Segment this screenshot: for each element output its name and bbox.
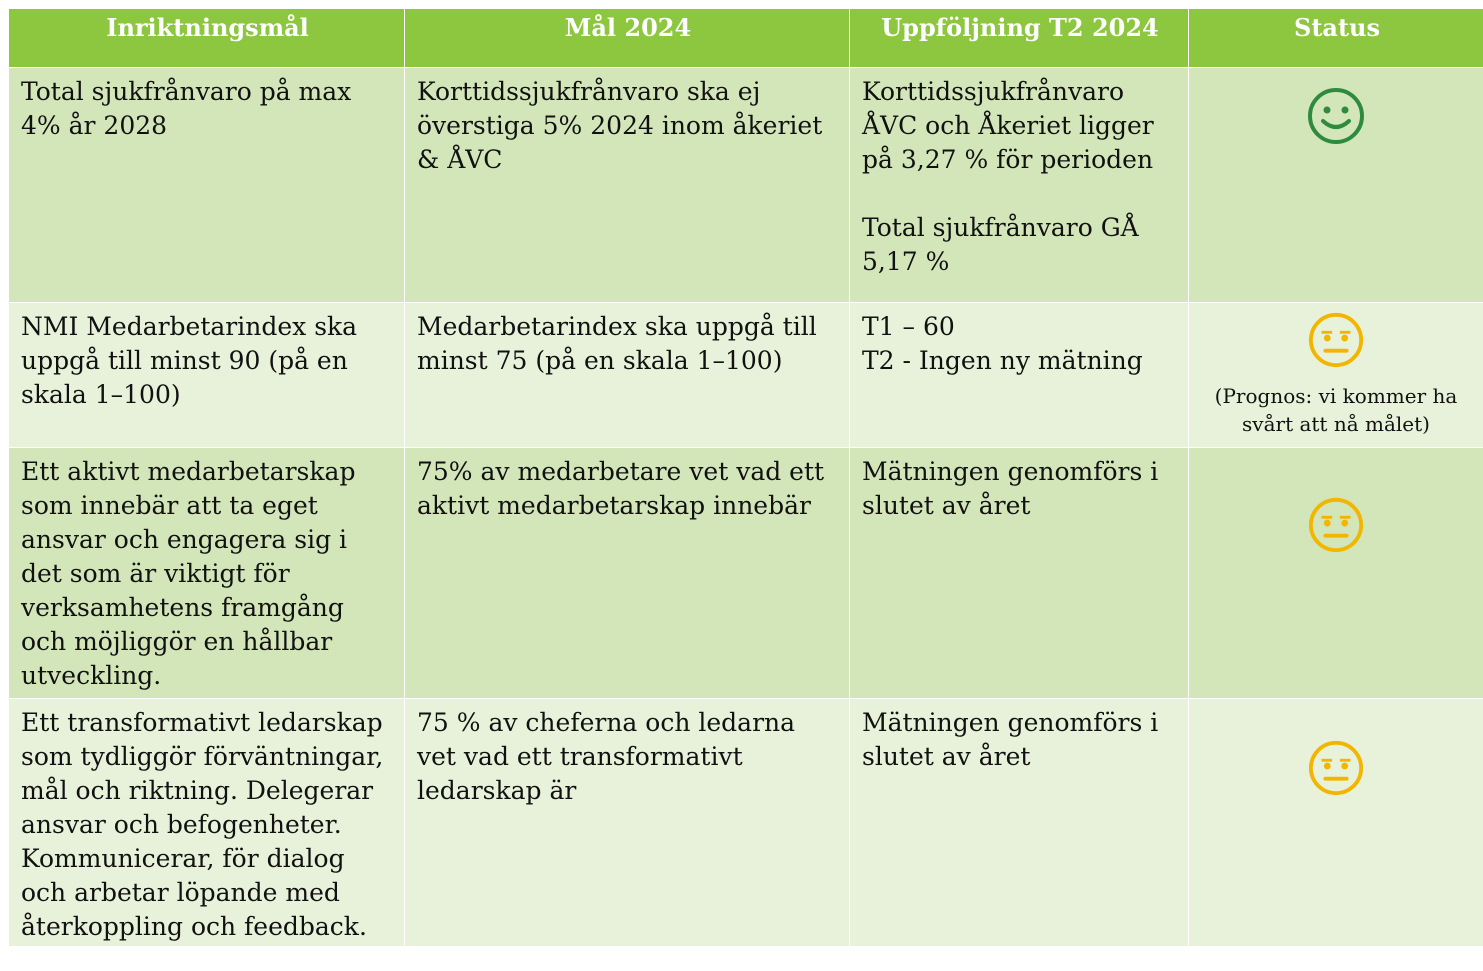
followup-cell (850, 699, 1189, 947)
followup-line: Mätningen genomförs i slutet av året (862, 708, 1159, 771)
followup-line: T2 - Ingen ny mätning (862, 346, 1143, 375)
followup-cell (850, 68, 1189, 303)
followup-line: Mätningen genomförs i slutet av året (862, 457, 1159, 520)
header-goal: Inriktningsmål (9, 9, 405, 68)
status-cell (1189, 448, 1483, 699)
goal-cell: NMI Medarbetarindex ska uppgå till minst 90 (på en skala 1–100) (9, 303, 405, 448)
neutral-face-icon (1307, 739, 1365, 797)
goal-cell: Total sjukfrånvaro på max 4% år 2028 (9, 68, 405, 303)
status-cell (1189, 699, 1483, 947)
status-note: (Prognos: vi kommer ha svårt att nå målet) (1214, 384, 1458, 436)
header-status: Status (1189, 9, 1483, 68)
happy-face-icon (1306, 86, 1366, 146)
followup-line: T1 – 60 (862, 312, 955, 341)
goals-table (8, 8, 1483, 947)
neutral-face-icon (1307, 311, 1365, 369)
goal-cell: Ett aktivt medarbetarskap som innebär att ta eget ansvar och engagera sig i det som är viktigt för verksamhetens framgång och möjliggör en hållbar utveckling. (9, 448, 405, 699)
target-cell: 75% av medarbetare vet vad ett aktivt medarbetarskap innebär (405, 448, 850, 699)
table-row (9, 303, 1483, 448)
header-target-2024: Mål 2024 (405, 9, 850, 68)
followup-cell (850, 303, 1189, 448)
header-row (9, 9, 1483, 68)
followup-line: Korttidssjukfrånvaro ÅVC och Åkeriet ligger på 3,27 % för perioden (862, 77, 1154, 174)
neutral-face-icon (1307, 496, 1365, 554)
followup-line: Total sjukfrånvaro GÅ 5,17 % (862, 213, 1139, 276)
target-cell: Medarbetarindex ska uppgå till minst 75 (på en skala 1–100) (405, 303, 850, 448)
target-cell: 75 % av cheferna och ledarna vet vad ett transformativt ledarskap är (405, 699, 850, 947)
table-row (9, 448, 1483, 699)
status-cell (1189, 303, 1483, 448)
table-row (9, 699, 1483, 947)
followup-cell (850, 448, 1189, 699)
status-cell (1189, 68, 1483, 303)
table-row (9, 68, 1483, 303)
target-cell: Korttidssjukfrånvaro ska ej överstiga 5% 2024 inom åkeriet & ÅVC (405, 68, 850, 303)
goal-cell: Ett transformativt ledarskap som tydliggör förväntningar, mål och riktning. Delegerar ansvar och befogenheter. Kommunicerar, för dialog och arbetar löpande med återkoppling och feedback. (9, 699, 405, 947)
header-followup: Uppföljning T2 2024 (850, 9, 1189, 68)
